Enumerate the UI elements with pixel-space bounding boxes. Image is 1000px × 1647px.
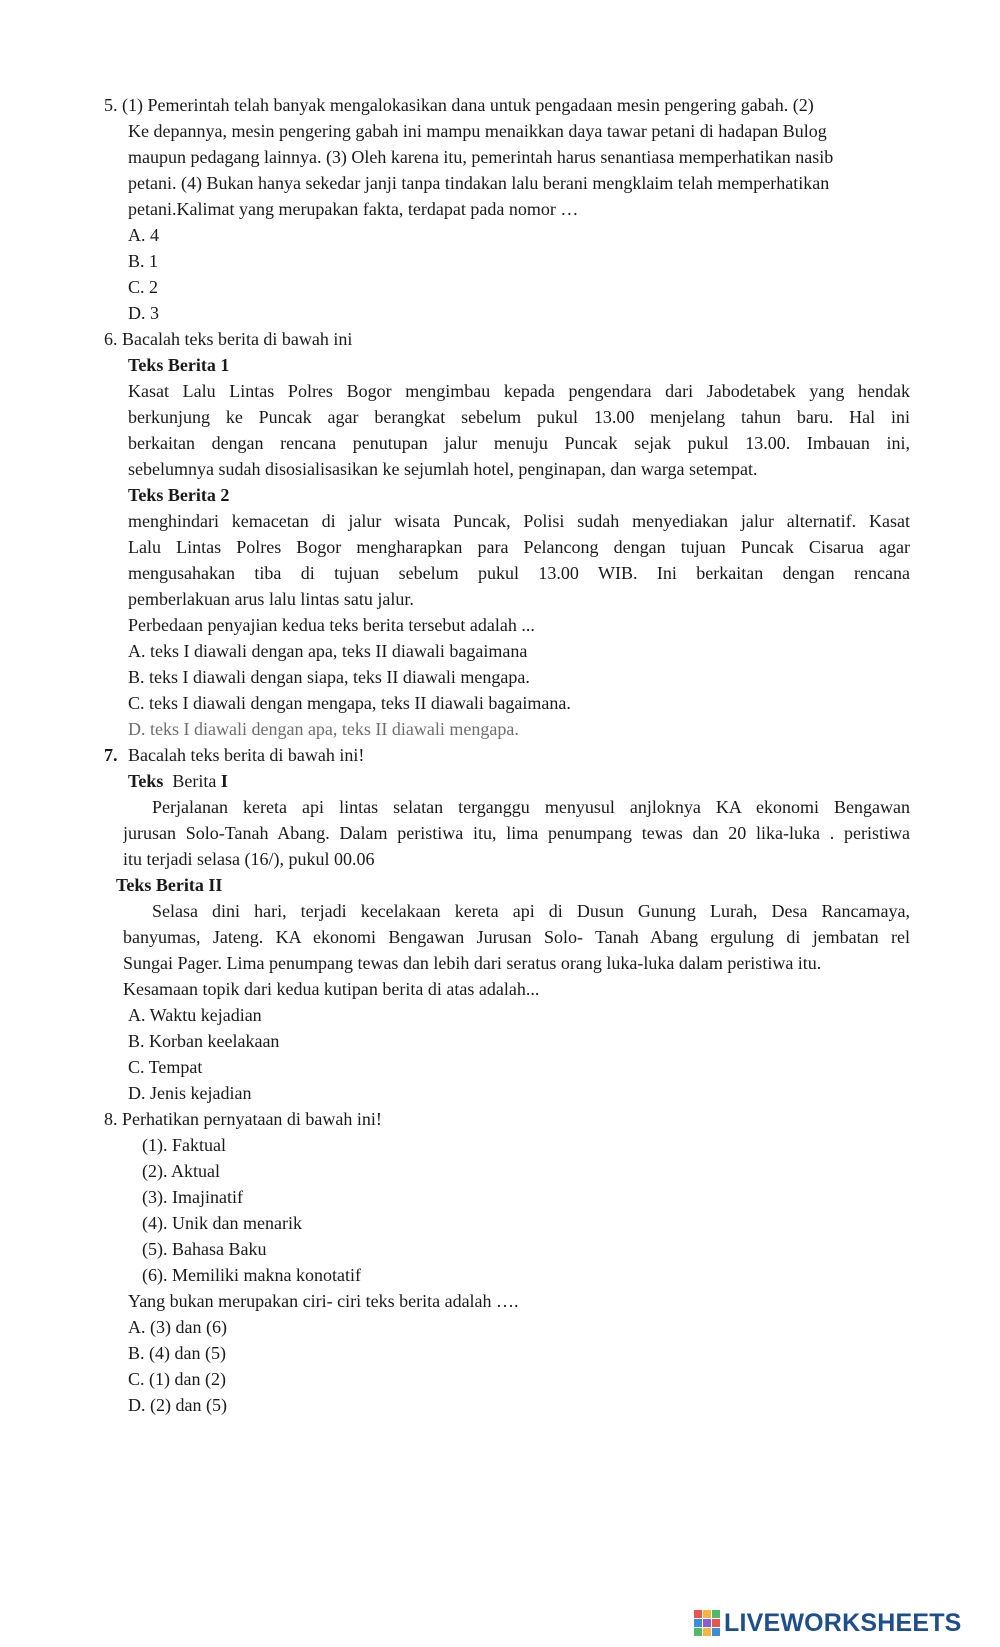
q8-statement: (2). Aktual	[142, 1161, 220, 1181]
q7-option-b[interactable]: B. Korban keelakaan	[128, 1031, 280, 1051]
q6-berita2-line: Lalu Lintas Polres Bogor mengharapkan para Pelancong dengan tujuan Puncak Cisarua agar	[128, 537, 910, 557]
q7-number: 7.	[104, 745, 118, 765]
q7-berita2-line: banyumas, Jateng. KA ekonomi Bengawan Jurusan Solo- Tanah Abang ergulung di jembatan rel	[123, 927, 910, 947]
q8-option-a[interactable]: A. (3) dan (6)	[128, 1317, 227, 1337]
q6-question: Perbedaan penyajian kedua teks berita tersebut adalah ...	[128, 615, 535, 635]
q6-berita2-title: Teks Berita 2	[128, 485, 230, 505]
logo-square	[694, 1619, 702, 1627]
q8-statement: (4). Unik dan menarik	[142, 1213, 302, 1233]
logo-square	[703, 1619, 711, 1627]
logo-square	[712, 1610, 720, 1618]
q8-statement: (1). Faktual	[142, 1135, 226, 1155]
q7-berita1-line: Perjalanan kereta api lintas selatan terganggu menyusul anjloknya KA ekonomi Bengawan	[152, 797, 910, 817]
logo-square	[712, 1628, 720, 1636]
q8-intro: 8. Perhatikan pernyataan di bawah ini!	[104, 1109, 382, 1129]
q6-berita2-line: pemberlakuan arus lalu lintas satu jalur.	[128, 589, 414, 609]
q6-option-b[interactable]: B. teks I diawali dengan siapa, teks II diawali mengapa.	[128, 667, 530, 687]
q5-option-a[interactable]: A. 4	[128, 225, 159, 245]
q6-berita1-line: berkunjung ke Puncak agar berangkat sebelum pukul 13.00 menjelang tahun baru. Hal ini	[128, 407, 910, 427]
logo-square	[703, 1628, 711, 1636]
q6-berita2-line: menghindari kemacetan di jalur wisata Puncak, Polisi sudah menyediakan jalur alternatif. Kasat	[128, 511, 910, 531]
q6-option-a[interactable]: A. teks I diawali dengan apa, teks II diawali bagaimana	[128, 641, 528, 661]
q7-berita2-title: Teks Berita II	[116, 875, 223, 895]
q7-berita1-title-word: Teks	[128, 771, 164, 791]
q7-berita2-line: Sungai Pager. Lima penumpang tewas dan lebih dari seratus orang luka-luka dalam peristiwa itu.	[123, 953, 822, 973]
q6-berita1-title: Teks Berita 1	[128, 355, 230, 375]
q8-option-b[interactable]: B. (4) dan (5)	[128, 1343, 226, 1363]
q7-berita1-line: jurusan Solo-Tanah Abang. Dalam peristiwa itu, lima penumpang tewas dan 20 lika-luka . peristiwa	[123, 823, 910, 843]
q7-option-d[interactable]: D. Jenis kejadian	[128, 1083, 252, 1103]
q7-berita1-title-word: Berita	[172, 771, 217, 791]
liveworksheets-mark-icon	[694, 1610, 720, 1636]
q8-statement: (5). Bahasa Baku	[142, 1239, 267, 1259]
logo-square	[694, 1610, 702, 1618]
q7-berita2-line: Selasa dini hari, terjadi kecelakaan kereta api di Dusun Gunung Lurah, Desa Rancamaya,	[152, 901, 910, 921]
logo-square	[712, 1619, 720, 1627]
q7-berita1-line: itu terjadi selasa (16/), pukul 00.06	[123, 849, 375, 869]
q6-intro: 6. Bacalah teks berita di bawah ini	[104, 329, 353, 349]
q6-option-c[interactable]: C. teks I diawali dengan mengapa, teks II diawali bagaimana.	[128, 693, 571, 713]
q6-berita1-line: berkaitan dengan rencana penutupan jalur menuju Puncak sejak pukul 13.00. Imbauan ini,	[128, 433, 910, 453]
logo-square	[694, 1628, 702, 1636]
q5-text-line: petani. (4) Bukan hanya sekedar janji tanpa tindakan lalu berani mengklaim telah memperhatikan	[128, 173, 830, 193]
q7-berita1-title-word: I	[220, 771, 228, 791]
q5-option-b[interactable]: B. 1	[128, 251, 159, 271]
liveworksheets-logo[interactable]	[694, 1608, 994, 1638]
q8-option-d[interactable]: D. (2) dan (5)	[128, 1395, 227, 1415]
q8-statement: (3). Imajinatif	[142, 1187, 243, 1207]
q7-option-c[interactable]: C. Tempat	[128, 1057, 203, 1077]
q5-text-line: Ke depannya, mesin pengering gabah ini mampu menaikkan daya tawar petani di hadapan Bulog	[128, 121, 827, 141]
q5-option-d[interactable]: D. 3	[128, 303, 159, 323]
q5-option-c[interactable]: C. 2	[128, 277, 159, 297]
q6-berita1-line: sebelumnya sudah disosialisasikan ke sejumlah hotel, penginapan, dan warga setempat.	[128, 459, 758, 479]
q5-text-line: petani.Kalimat yang merupakan fakta, terdapat pada nomor …	[128, 199, 579, 219]
q8-question: Yang bukan merupakan ciri- ciri teks berita adalah ….	[128, 1291, 519, 1311]
q5-text-line: 5. (1) Pemerintah telah banyak mengalokasikan dana untuk pengadaan mesin pengering gabah. (2)	[104, 95, 814, 115]
q5-text-line: maupun pedagang lainnya. (3) Oleh karena itu, pemerintah harus senantiasa memperhatikan nasib	[128, 147, 834, 167]
q7-option-a[interactable]: A. Waktu kejadian	[128, 1005, 262, 1025]
q7-intro: Bacalah teks berita di bawah ini!	[128, 745, 365, 765]
q6-option-d[interactable]: D. teks I diawali dengan apa, teks II diawali mengapa.	[128, 719, 519, 739]
q7-question: Kesamaan topik dari kedua kutipan berita di atas adalah...	[123, 979, 540, 999]
q8-option-c[interactable]: C. (1) dan (2)	[128, 1369, 226, 1389]
q6-berita2-line: mengusahakan tiba di tujuan sebelum pukul 13.00 WIB. Ini berkaitan dengan rencana	[128, 563, 910, 583]
logo-square	[703, 1610, 711, 1618]
q7-berita1-title	[128, 768, 228, 794]
q6-berita1-line: Kasat Lalu Lintas Polres Bogor mengimbau kepada pengendara dari Jabodetabek yang hendak	[128, 381, 910, 401]
liveworksheets-wordmark: LIVEWORKSHEETS	[724, 1609, 962, 1637]
q8-statement: (6). Memiliki makna konotatif	[142, 1265, 361, 1285]
